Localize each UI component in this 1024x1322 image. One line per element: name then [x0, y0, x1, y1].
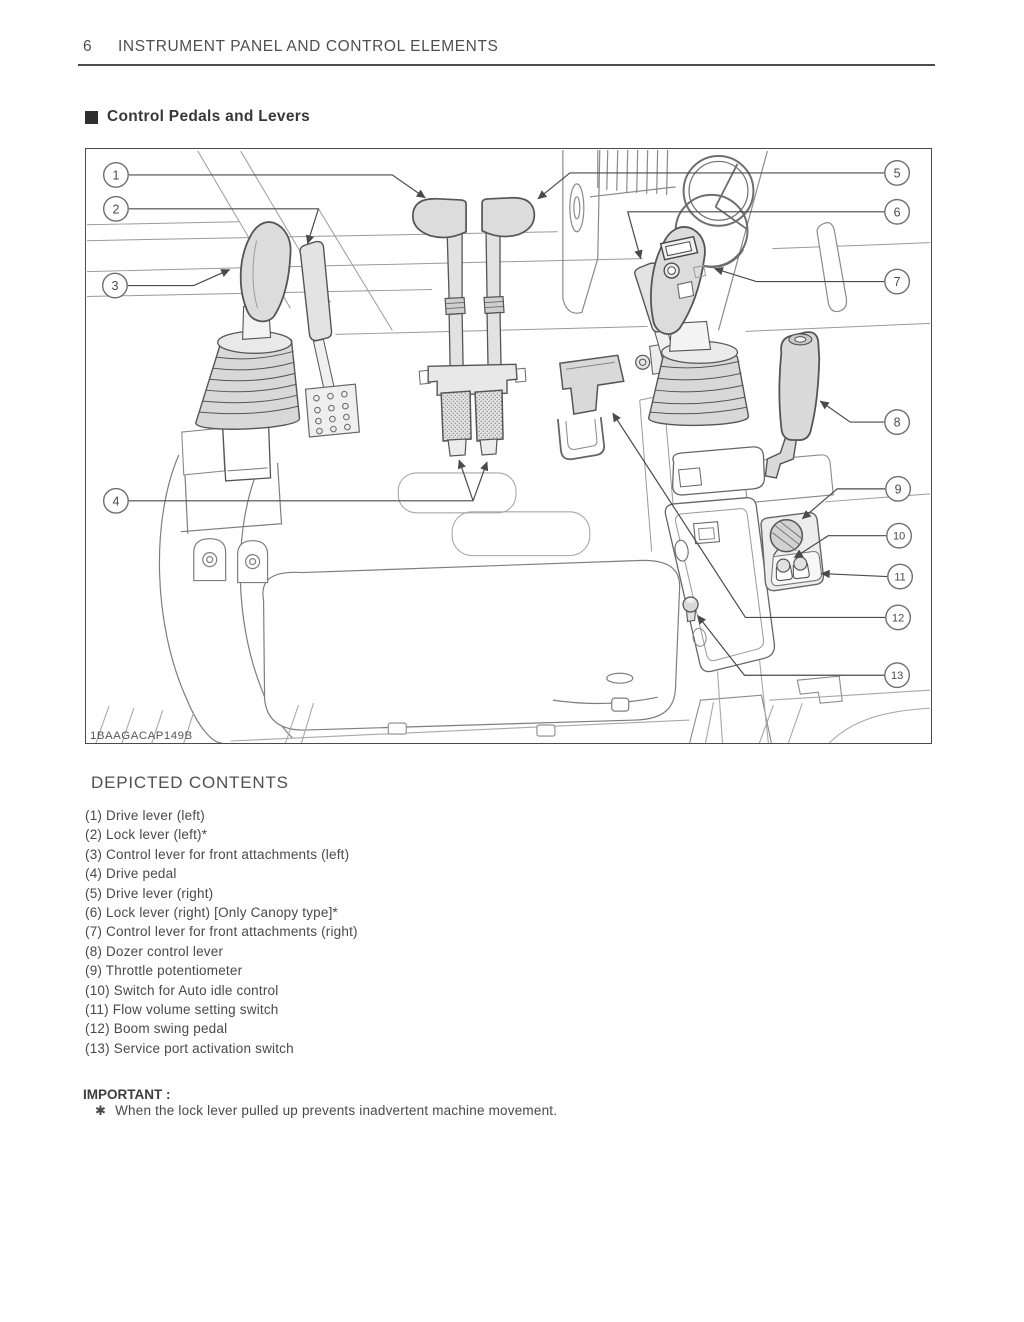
callout-4 — [104, 489, 129, 514]
drive-pedals — [419, 364, 526, 456]
contents-item: (9) Throttle potentiometer — [85, 963, 243, 979]
contents-heading: DEPICTED CONTENTS — [91, 773, 289, 792]
section-title: Control Pedals and Levers — [107, 108, 311, 125]
callout-5 — [885, 161, 910, 186]
page-number: 6 — [83, 38, 92, 55]
callout-3 — [103, 273, 128, 298]
left-control-lever — [182, 222, 300, 481]
svg-text:13: 13 — [890, 670, 904, 683]
callout-2 — [104, 197, 129, 222]
contents-item: (11) Flow volume setting switch — [85, 1002, 279, 1018]
section-square-icon — [85, 111, 98, 124]
svg-text:3: 3 — [111, 279, 119, 294]
important-label: IMPORTANT : — [83, 1087, 171, 1102]
callout-7 — [885, 269, 910, 294]
section-heading — [85, 108, 310, 126]
svg-text:6: 6 — [893, 205, 901, 220]
svg-text:2: 2 — [112, 202, 120, 217]
asterisk-icon: ✱ — [95, 1103, 107, 1118]
important-note — [95, 1103, 557, 1119]
contents-item: (12) Boom swing pedal — [85, 1021, 228, 1037]
svg-text:9: 9 — [894, 482, 902, 497]
right-console — [665, 447, 774, 672]
contents-item: (4) Drive pedal — [85, 866, 177, 882]
contents-item: (5) Drive lever (right) — [85, 885, 214, 901]
contents-item: (13) Service port activation switch — [85, 1040, 294, 1056]
contents-item: (8) Dozer control lever — [85, 943, 224, 959]
drive-levers — [413, 198, 535, 368]
callout-10 — [887, 523, 912, 548]
svg-text:5: 5 — [893, 166, 901, 181]
contents-item: (1) Drive lever (left) — [85, 808, 205, 823]
contents-item: (2) Lock lever (left)* — [85, 827, 208, 843]
contents-item: (3) Control lever for front attachments (left) — [85, 846, 350, 862]
switch-panel — [761, 513, 823, 591]
svg-text:12: 12 — [891, 612, 905, 625]
contents-item: (7) Control lever for front attachments (right) — [85, 924, 358, 940]
contents-list — [85, 806, 358, 1058]
contents-item: (10) Switch for Auto idle control — [85, 982, 279, 998]
svg-text:1: 1 — [112, 168, 120, 183]
svg-text:10: 10 — [892, 530, 906, 543]
callout-13 — [885, 663, 910, 688]
callout-8 — [885, 410, 910, 435]
callout-12 — [886, 605, 911, 630]
contents-item: (6) Lock lever (right) [Only Canopy type]* — [85, 905, 338, 921]
important-note-text: When the lock lever pulled up prevents inadvertent machine movement. — [115, 1103, 558, 1118]
control-pedals-diagram — [85, 148, 932, 744]
header-rule — [78, 64, 935, 66]
window-sill — [817, 223, 846, 312]
callout-9 — [886, 477, 911, 502]
right-control-lever — [649, 227, 749, 425]
diagram-svg — [86, 149, 931, 743]
seat — [159, 455, 679, 743]
svg-text:4: 4 — [112, 494, 120, 509]
callout-11 — [888, 564, 913, 589]
svg-text:7: 7 — [893, 275, 901, 290]
svg-text:11: 11 — [894, 571, 906, 584]
page-header-title: INSTRUMENT PANEL AND CONTROL ELEMENTS — [118, 38, 499, 55]
callout-1 — [104, 163, 129, 188]
perforated-plate — [305, 384, 359, 437]
svg-text:8: 8 — [893, 415, 901, 430]
callout-6 — [885, 200, 910, 225]
figure-code: 1BAAGACAP149B — [89, 730, 193, 743]
